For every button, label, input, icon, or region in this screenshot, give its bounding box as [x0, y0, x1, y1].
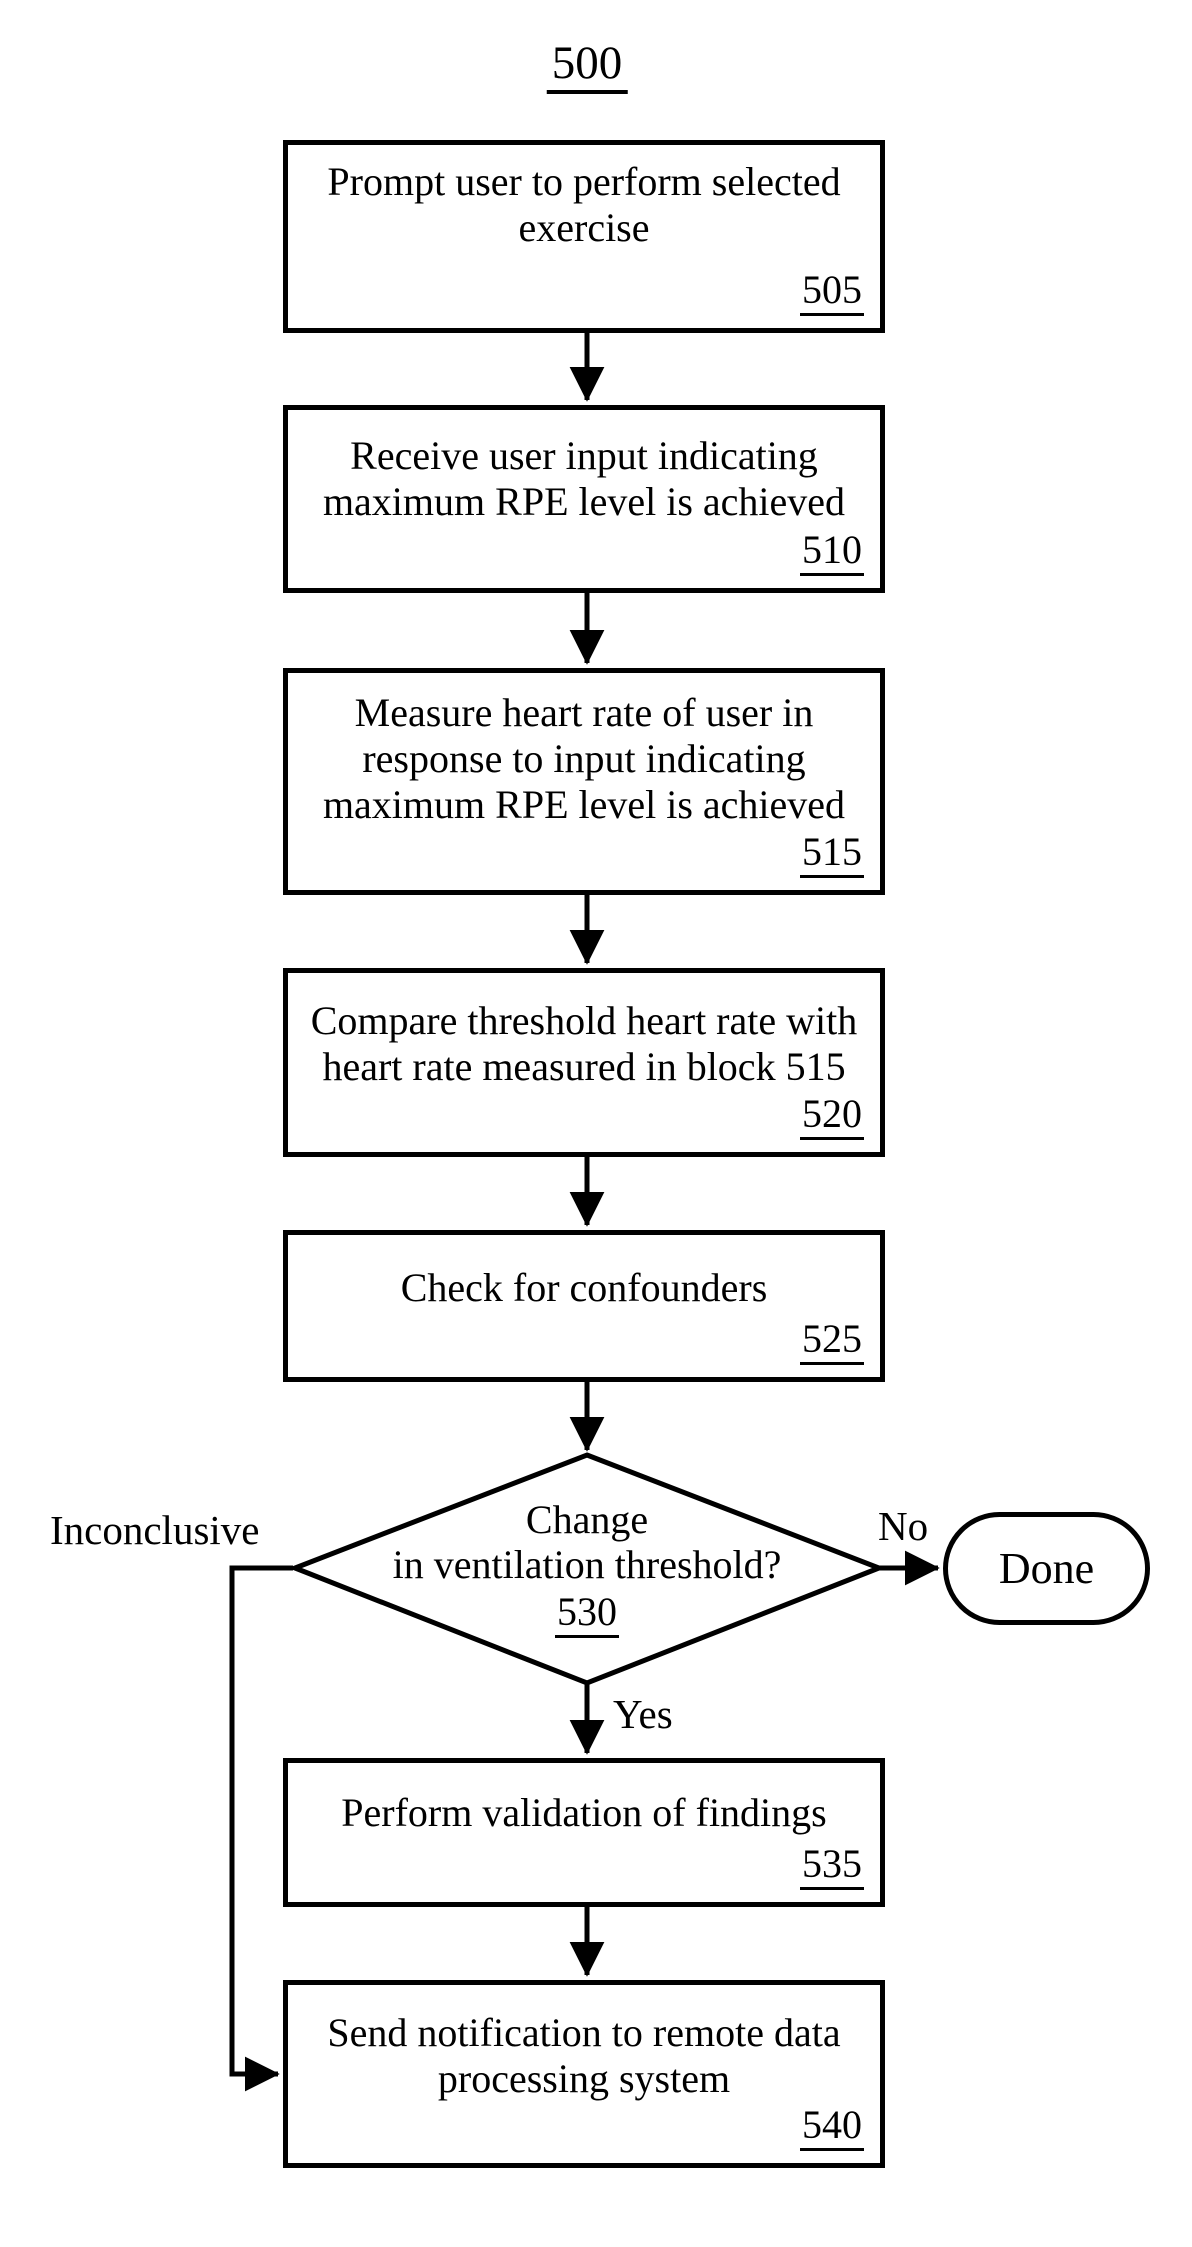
decision-530-ref: 530	[555, 1592, 619, 1638]
edge-label-inconclusive: Inconclusive	[50, 1507, 260, 1553]
process-box-510	[283, 405, 885, 593]
figure-label: 500	[547, 40, 628, 94]
box-505-text: Prompt user to perform selected exercise	[327, 159, 841, 250]
process-box-540	[283, 1980, 885, 2168]
process-box-505	[283, 140, 885, 333]
box-525-text: Check for confounders	[400, 1265, 768, 1310]
process-box-520	[283, 968, 885, 1157]
process-box-515	[283, 668, 885, 895]
decision-530-text: Change in ventilation threshold?	[392, 1496, 782, 1587]
box-535-text: Perform validation of findings	[341, 1790, 827, 1835]
box-515-ref: 515	[800, 832, 864, 878]
box-510-ref: 510	[800, 530, 864, 576]
terminal-done	[943, 1512, 1150, 1625]
edge-label-yes: Yes	[613, 1691, 673, 1737]
box-525-ref: 525	[800, 1319, 864, 1365]
box-535-ref: 535	[800, 1844, 864, 1890]
process-box-525	[283, 1230, 885, 1382]
box-505-ref: 505	[800, 270, 864, 316]
box-520-text: Compare threshold heart rate with heart rate measured in block 515	[310, 998, 858, 1089]
edge-label-no: No	[878, 1503, 929, 1549]
process-box-535	[283, 1758, 885, 1907]
box-510-text: Receive user input indicating maximum RPE level is achieved	[322, 433, 846, 524]
box-540-ref: 540	[800, 2105, 864, 2151]
box-540-text: Send notification to remote data processing system	[327, 2010, 841, 2101]
box-520-ref: 520	[800, 1094, 864, 1140]
decision-530-content	[293, 1462, 881, 1672]
terminal-done-label: Done	[998, 1544, 1095, 1593]
box-515-text: Measure heart rate of user in response to input indicating maximum RPE level is achieved	[322, 690, 846, 827]
